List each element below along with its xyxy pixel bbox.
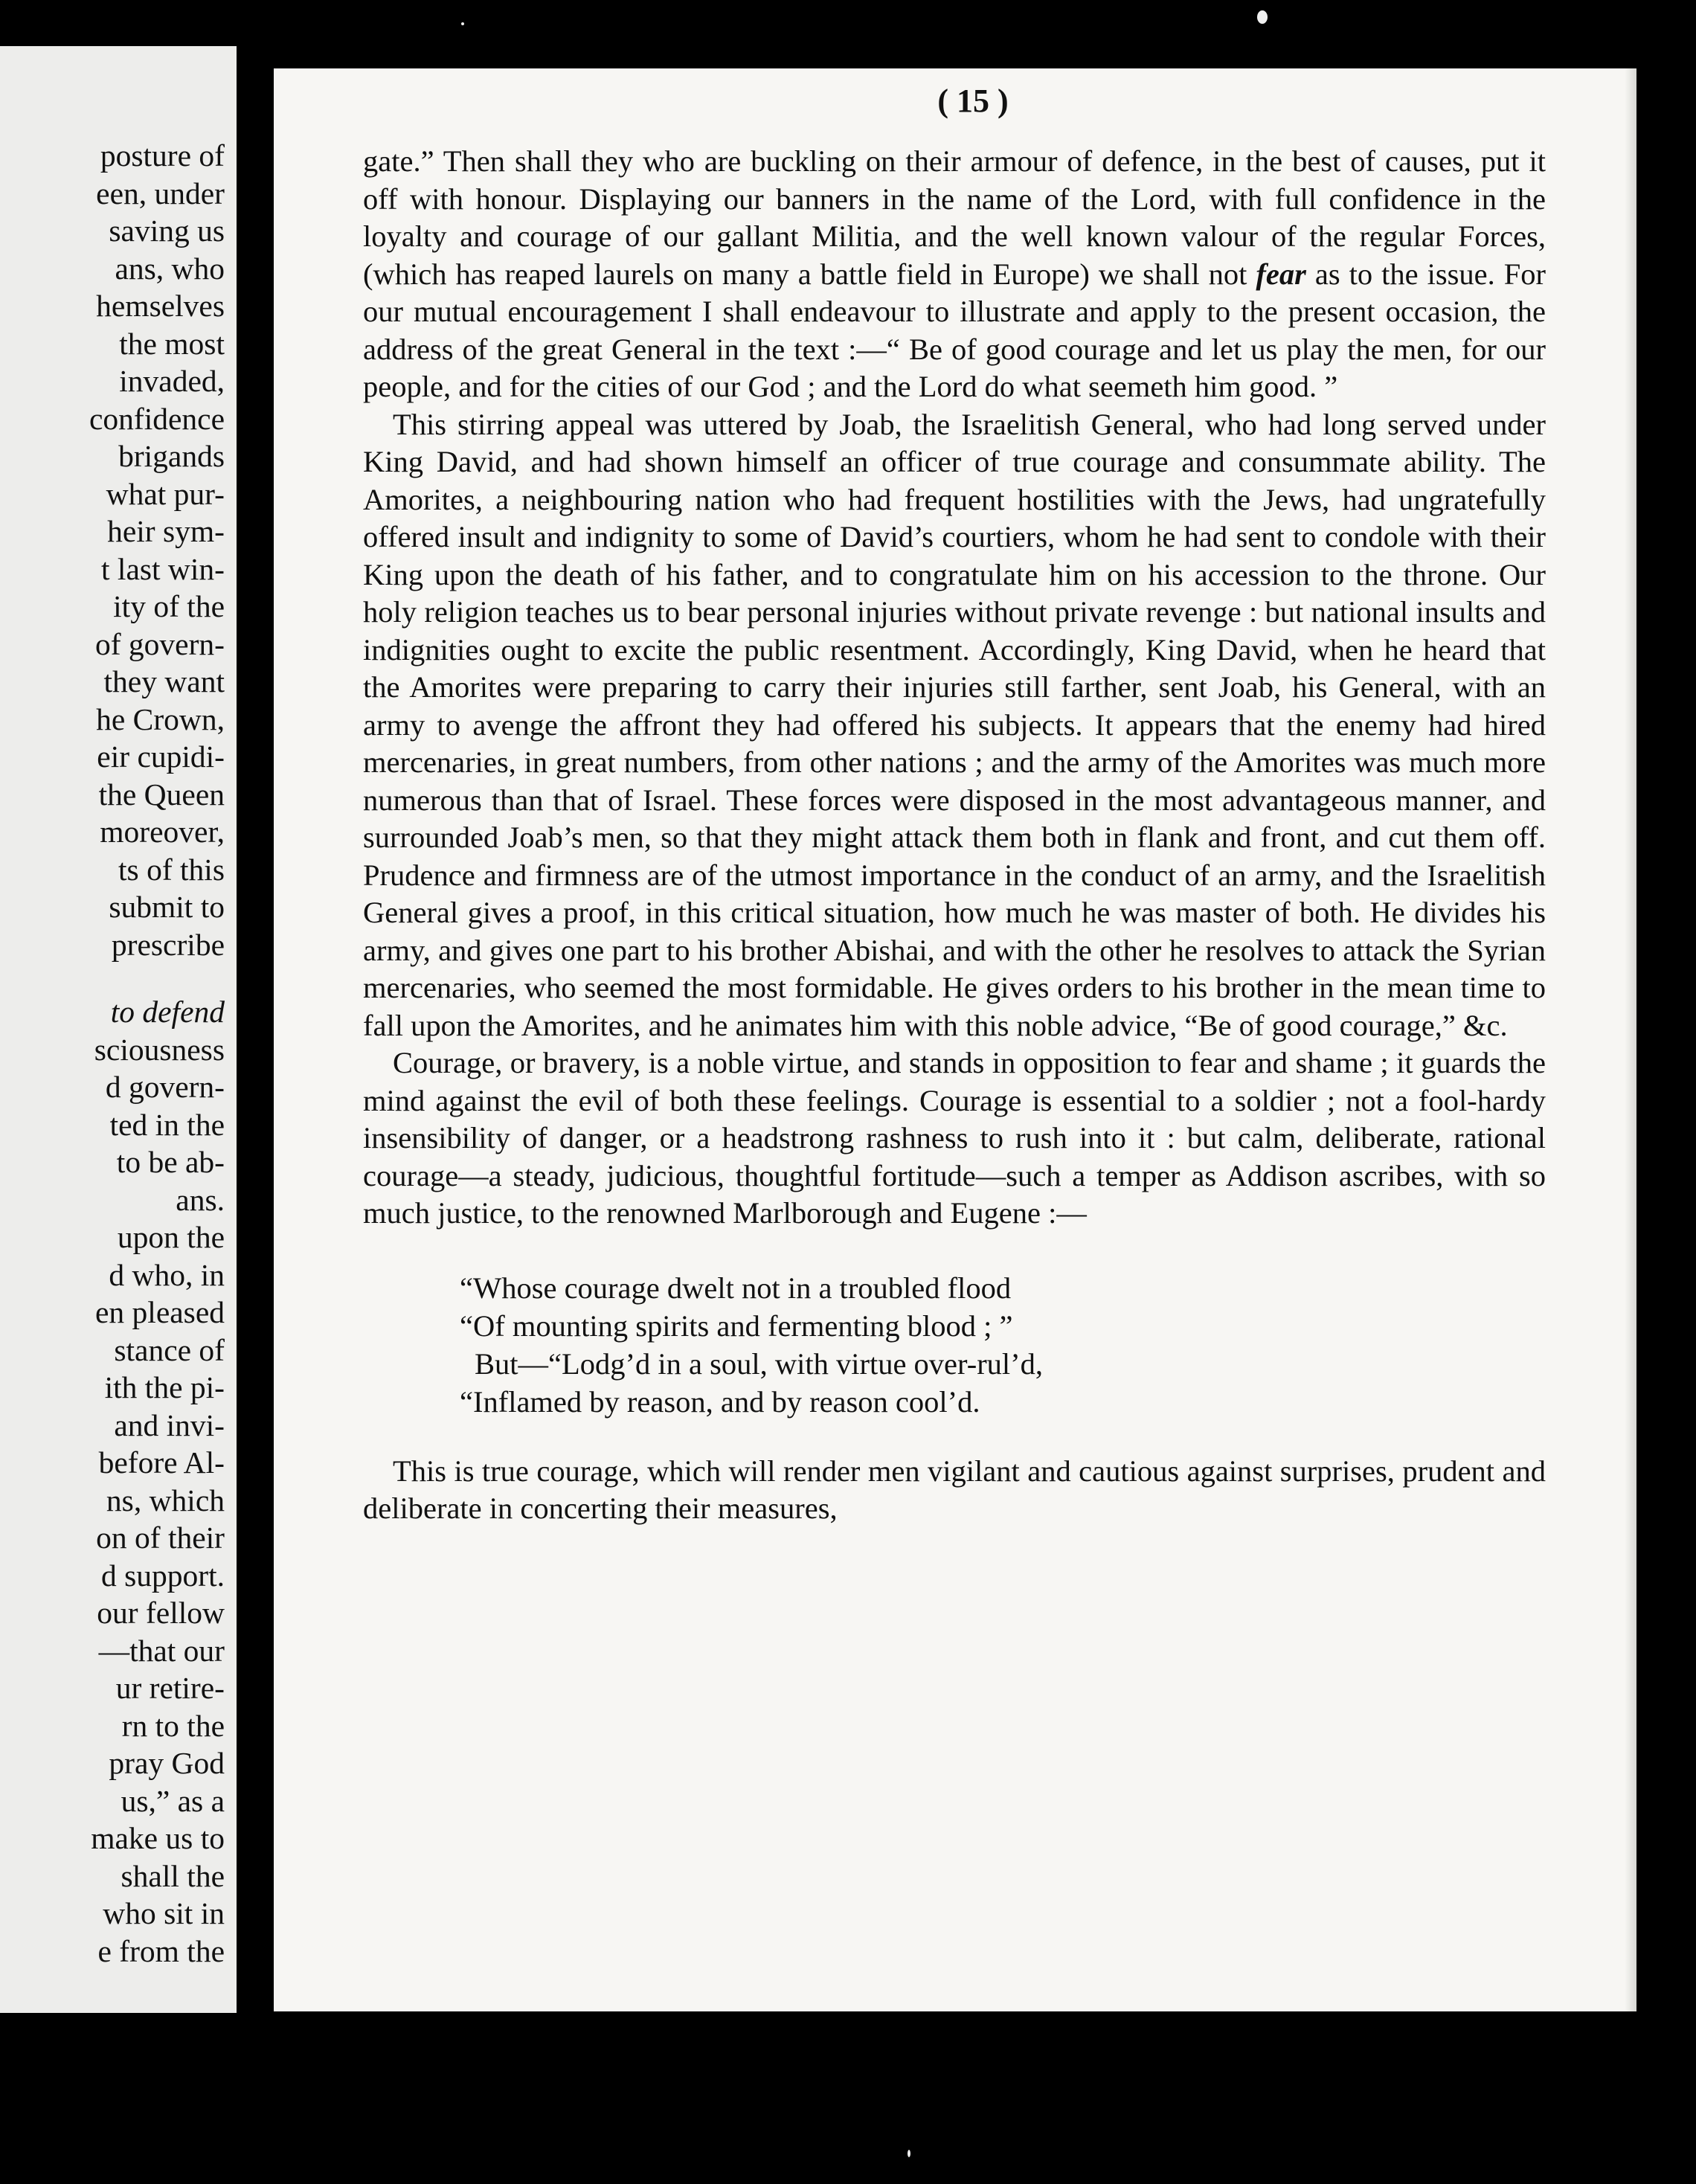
- left-line: who sit in: [103, 1896, 225, 1930]
- verse-line: “Whose courage dwelt not in a troubled flood: [460, 1271, 1012, 1305]
- left-line: our fellow: [97, 1596, 225, 1630]
- page-number: ( 15 ): [937, 83, 1009, 119]
- left-line: t last win-: [101, 551, 225, 586]
- verse-quotation: [460, 1270, 1278, 1422]
- left-line: ted in the: [109, 1107, 225, 1142]
- left-line: ur retire-: [115, 1671, 225, 1705]
- left-line: confidence: [89, 401, 225, 436]
- left-line: stance of: [114, 1332, 225, 1367]
- left-line: d support.: [101, 1558, 225, 1593]
- left-line: ans, who: [115, 251, 225, 286]
- left-line: submit to: [109, 890, 225, 924]
- left-line: to defend: [110, 995, 225, 1029]
- left-line: upon the: [117, 1220, 225, 1254]
- left-line: posture of: [100, 138, 225, 173]
- verse-line: “Inflamed by reason, and by reason cool’d.: [460, 1384, 980, 1419]
- left-page-text: [1, 137, 225, 1970]
- left-line: pray God: [109, 1746, 225, 1780]
- left-line: brigands: [118, 439, 225, 473]
- page-gutter: [237, 30, 274, 2038]
- paragraph-4: This is true courage, which will render men vigilant and cautious against surprises, prudent and deliberate in concerting their measures,: [363, 1454, 1546, 1525]
- left-line: make us to: [91, 1821, 225, 1855]
- verse-line: “Of mounting spirits and fermenting blood ; ”: [460, 1308, 1013, 1343]
- left-line: invaded,: [119, 364, 225, 398]
- left-line: shall the: [121, 1858, 225, 1893]
- left-line: prescribe: [111, 927, 225, 962]
- left-line: and invi-: [114, 1407, 225, 1442]
- left-line: us,” as a: [121, 1783, 225, 1818]
- left-line: en pleased: [95, 1295, 225, 1329]
- left-line: the most: [119, 326, 225, 361]
- main-page: [274, 68, 1636, 2011]
- left-line: d who, in: [109, 1257, 225, 1292]
- left-line: ts of this: [118, 852, 225, 887]
- left-line: what pur-: [106, 476, 225, 511]
- left-line: before Al-: [98, 1445, 225, 1480]
- left-line: een, under: [96, 176, 225, 211]
- left-paragraph-gap: [1, 963, 225, 993]
- scan-speck: [1257, 10, 1268, 24]
- left-line: hemselves: [96, 289, 225, 323]
- left-line: heir sym-: [107, 514, 225, 548]
- left-line: on of their: [96, 1520, 225, 1555]
- left-facing-page: [0, 46, 237, 2013]
- verse-line: But—“Lodg’d in a soul, with virtue over-rul’d,: [475, 1346, 1044, 1381]
- left-line: e from the: [97, 1933, 225, 1968]
- left-line: ity of the: [113, 589, 225, 623]
- left-line: ns, which: [106, 1483, 225, 1517]
- left-line: he Crown,: [96, 701, 225, 736]
- left-line: —that our: [98, 1633, 225, 1668]
- paragraph-2: This stirring appeal was uttered by Joab, the Israelitish General, who had long served under King David, and had shown himself an officer of true courage and consummate ability. The Amorites, a neighbouring nation who had frequent hostilities with the Jews, had ungratefully offered insult and indignity to some of David’s courtiers, whom he had sent to condole with their King upon the death of his father, and to congratulate him on his accession to the throne. Our holy religion teaches us to bear personal injuries without private revenge : but national insults and indignities ought to excite the public resentment. Accordingly, King David, when he heard that the Amorites were preparing to carry their injuries still farther, sent Joab, his General, with an army to avenge the affront they had offered his subjects. It appears that the enemy had hired mercenaries, in great numbers, from other nations ; and the army of the Amorites was much more numerous than that of Israel. These forces were disposed in the most advantageous manner, and surrounded Joab’s men, so that they might attack them both in flank and front, and cut them off. Prudence and firmness are of the utmost importance in the conduct of an army, and the Israelitish General gives a proof, in this critical situation, how much he was master of both. He divides his army, and gives one part to his brother Abishai, and with the other he resolves to attack the Syrian mercenaries, who seemed the most formidable. He gives orders to his brother in the mean time to fall upon the Amorites, and he animates him with this noble advice, “Be of good courage,” &c.: [363, 407, 1546, 1042]
- scan-speck: [908, 2150, 910, 2157]
- left-line: sciousness: [94, 1032, 225, 1067]
- left-line: d govern-: [105, 1070, 225, 1104]
- paragraph-1: [363, 143, 1546, 406]
- left-line: ith the pi-: [104, 1370, 225, 1404]
- paragraph-1-text-b: as to the issue. For our mutual encouragement I shall endeavour to illustrate and apply to the present occasion, the address of the great General in the text :—“ Be of good courage and let us play the men, for our people, and for the cities of our God ; and the Lord do what seemeth him good. ”: [363, 257, 1546, 403]
- scan-speck: [461, 22, 464, 25]
- left-line: rn to the: [121, 1708, 225, 1743]
- left-line: the Queen: [98, 777, 225, 812]
- left-line: to be ab-: [116, 1145, 225, 1179]
- paragraph-3: Courage, or bravery, is a noble virtue, and stands in opposition to fear and shame ; it guards the mind against the evil of both these feelings. Courage is essential to a soldier ; not a fool-hardy insensibility of danger, or a headstrong rashness to rush into it : but calm, deliberate, rational courage—a steady, judicious, thoughtful fortitude—such a temper as Addison ascribes, with so much justice, to the renowned Marlborough and Eugene :—: [363, 1046, 1546, 1230]
- left-line: eir cupidi-: [97, 739, 225, 774]
- left-line: ans.: [176, 1182, 225, 1217]
- left-line: of govern-: [94, 626, 225, 661]
- left-line: they want: [103, 664, 225, 698]
- left-line: saving us: [109, 213, 225, 248]
- emphasis-fear: fear: [1256, 257, 1306, 291]
- left-line: moreover,: [100, 815, 225, 849]
- page-body: [363, 143, 1546, 1528]
- page-edge-shadow: [1625, 68, 1636, 2011]
- paragraph-1-text-a: gate.” Then shall they who are buckling on their armour of defence, in the best of causes, put it off with honour. Displaying our banners in the name of the Lord, with full confidence in the loyalty and courage of our gallant Militia, and the well known valour of the regular Forces, (which has reaped laurels on many a battle field in Europe) we shall not: [363, 144, 1546, 291]
